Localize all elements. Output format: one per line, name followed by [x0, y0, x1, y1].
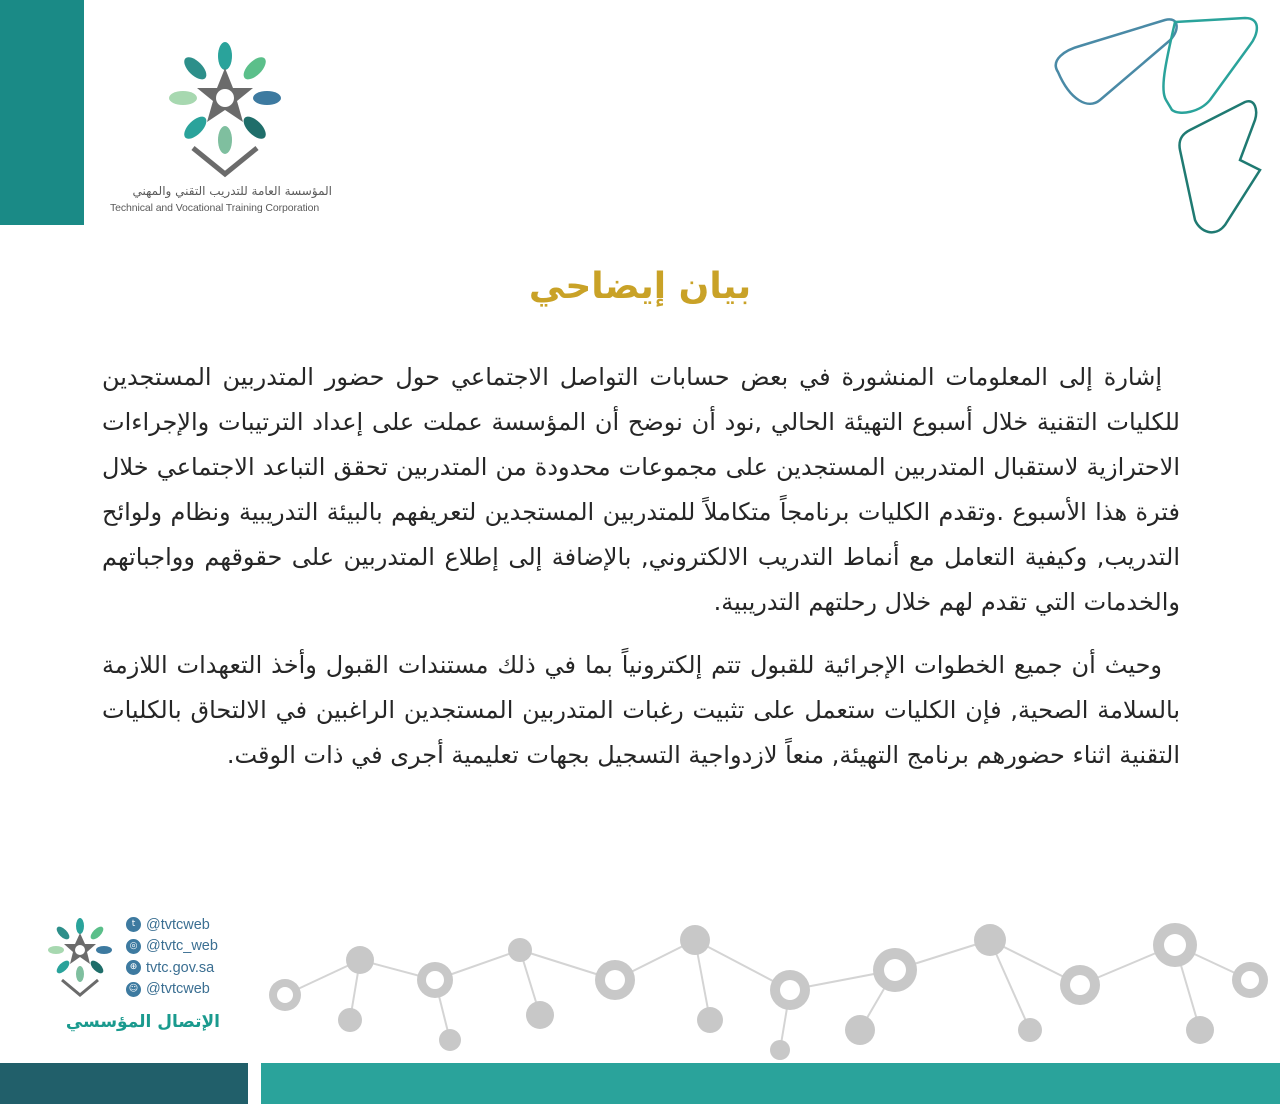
contact-snapchat[interactable]: ☺ @tvtcweb: [126, 979, 266, 1001]
globe-icon: ⊕: [126, 960, 141, 975]
instagram-icon: ◎: [126, 939, 141, 954]
org-name-arabic: المؤسسة العامة للتدريب التقني والمهني: [132, 184, 332, 198]
decorative-shapes: [1040, 10, 1280, 240]
document-body: [102, 355, 1180, 796]
tvtc-logo-small: [44, 914, 116, 1004]
tvtc-logo: [160, 36, 290, 181]
bottom-bar-teal: [261, 1063, 1280, 1104]
paragraph: إشارة إلى المعلومات المنشورة في بعض حسابات التواصل الاجتماعي حول حضور المتدربين المستجدين للكليات التقنية خلال أسبوع التهيئة الحالي ,نود أن نوضح أن المؤسسة عملت على إعداد الترتيبات والإجراءات الاحترازية لاستقبال المتدربين المستجدين على مجموعات محدودة من المتدربين تحقق التباعد الاجتماعي خلال فترة هذا الأسبوع .وتقدم الكليات برنامجاً متكاملاً للمتدربين المستجدين لتعريفهم بالبيئة التدريبية ونظام ولوائح التدريب, وكيفية التعامل مع أنماط التدريب الالكتروني, بالإضافة إلى إطلاع المتدربين على حقوقهم وواجباتهم والخدمات التي تقدم لهم خلال رحلتهم التدريبية.: [102, 363, 1180, 616]
snapchat-icon: ☺: [126, 982, 141, 997]
contact-twitter[interactable]: t @tvtcweb: [126, 914, 266, 936]
left-accent-bar: [0, 0, 84, 225]
twitter-icon: t: [126, 917, 141, 932]
contact-instagram[interactable]: ◎ @tvtc_web: [126, 936, 266, 958]
department-name: الإتصال المؤسسي: [65, 1012, 220, 1032]
network-illustration: [250, 900, 1280, 1065]
contact-list: [126, 914, 266, 1000]
document-title: بيان إيضاحي: [528, 266, 752, 307]
bottom-bar-dark: [0, 1063, 248, 1104]
paragraph: وحيث أن جميع الخطوات الإجرائية للقبول تتم إلكترونياً بما في ذلك مستندات القبول وأخذ التعهدات اللازمة بالسلامة الصحية, فإن الكليات ستعمل على تثبيت رغبات المتدربين المستجدين الراغبين في الالتحاق بالكليات التقنية اثناء حضورهم برنامج التهيئة, منعاً لازدواجية التسجيل بجهات تعليمية أجرى في ذات الوقت.: [102, 651, 1180, 769]
contact-website[interactable]: ⊕ tvtc.gov.sa: [126, 957, 266, 979]
org-name-english: Technical and Vocational Training Corporation: [110, 202, 320, 214]
